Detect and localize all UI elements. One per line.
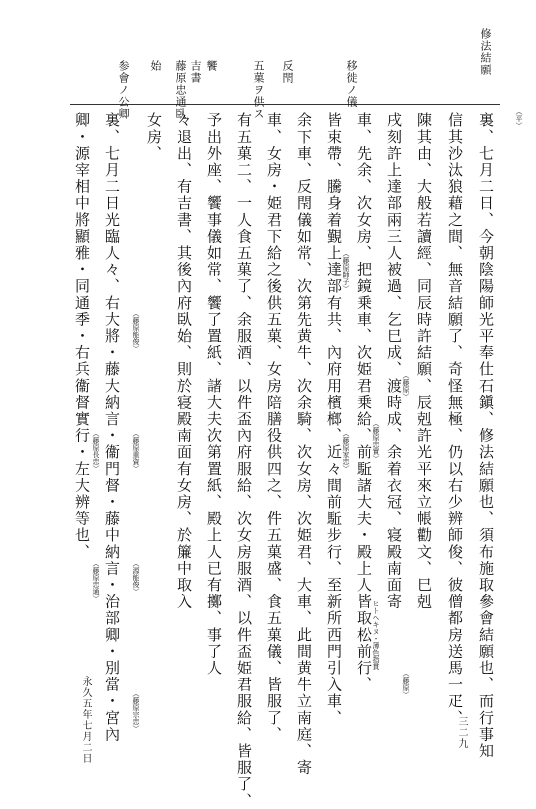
- annotation-2: （藤原）: [402, 670, 410, 698]
- text-column-1: 信其沙汰狼藉之間、無音結願了、奇怪無極、仍以右少辨師俊、彼僧都房送馬一疋、: [446, 112, 464, 727]
- annotation-6: （藤原重資）: [132, 430, 140, 472]
- text-column-12: 裏、七月二日光臨人々、右大將・藤大納言・衞門督・藤中納言・治部卿・別當・宮內: [103, 112, 121, 743]
- heading-6: 藤原忠通臥: [174, 60, 187, 120]
- annotation-7: （源能俊）: [132, 560, 140, 595]
- text-column-6: 余下車、反閇儀如常、次第先黄牛、次余騎、次女房、次姫君、大車、此間黄牛立南庭、寄: [295, 112, 313, 776]
- annotation-11: （藤原師子）: [342, 250, 350, 292]
- text-column-9: 予出外座、饗事儀如常、饗了置紙、諸大夫次第置紙、殿上人已有擲、事了人: [205, 112, 223, 677]
- annotation-9: （藤原長忠）: [92, 430, 100, 472]
- furigana: ヒトヘキヌ・薄色指貫: [372, 600, 380, 670]
- heading-7: 始: [149, 60, 162, 72]
- text-column-3: 戌刻許上達部兩三人被過、乞巳成、渡時成、余着衣冠、寝殿南面寄: [385, 112, 403, 610]
- text-column-7: 車、女房・姫君下給之後供五菓、女房陪膳役供四之、件五菓盛、食五菓儀、皆服了、: [265, 112, 283, 743]
- text-column-11: 女房、: [145, 112, 163, 162]
- heading-3: 五菓ヲ供ス: [252, 60, 265, 120]
- text-column-8: 有五菓二、一人食五菓了、余服酒、以件盃內府服給、次女房服酒、以件盃姫君服給、皆服了、: [235, 112, 253, 809]
- text-column-13: 卿・源宰相中將顯雅・同通季・右兵衞督實行・左大辨等也、: [73, 112, 91, 561]
- heading-5: 吉書: [189, 60, 202, 84]
- annotation-3: （藤原忠實）: [372, 420, 380, 462]
- footer-date: 永久五年七月二日: [80, 676, 91, 764]
- annotation-0: （平）: [515, 108, 523, 129]
- text-column-10: 々退出、有吉書、其後內府臥始、則於寝殿南面有女房、於簾中取入: [175, 112, 193, 610]
- heading-1: 移徙ノ儀: [345, 60, 358, 108]
- annotation-1: （藤原）: [402, 372, 410, 400]
- heading-0: 修法結願: [479, 28, 492, 76]
- text-column-4: 車、先余、次女房、把鏡乗車、次姫君乗給、前駈諸大夫・殿上人皆取松前行、: [355, 112, 373, 693]
- heading-8: 参會ノ公卿: [117, 60, 130, 120]
- text-column-2: 陳其由、大般若讀經、同辰時許結願、辰剋許光平來立帳勸文、巳剋: [415, 112, 433, 610]
- annotation-8: （藤原宗忠）: [132, 690, 140, 732]
- annotation-10: （藤原忠通）: [92, 560, 100, 602]
- text-column-5: 皆束帶、騰身着覲上達部有共、內府用檳榔、近々間前駈步行、至新所西門引入車、: [325, 112, 343, 727]
- text-column-0: 裏、七月二日、今朝陰陽師光平奉仕石鎭、修法結願也、須布施取參會結願也、而行事知: [477, 112, 495, 760]
- annotation-5: （藤原能俊）: [132, 310, 140, 352]
- page-number: 三二九: [456, 716, 467, 749]
- heading-4: 饗: [205, 60, 218, 72]
- header-rule: [70, 104, 500, 105]
- annotation-4: （藤原家忠）: [342, 430, 350, 472]
- heading-2: 反閇: [281, 60, 294, 84]
